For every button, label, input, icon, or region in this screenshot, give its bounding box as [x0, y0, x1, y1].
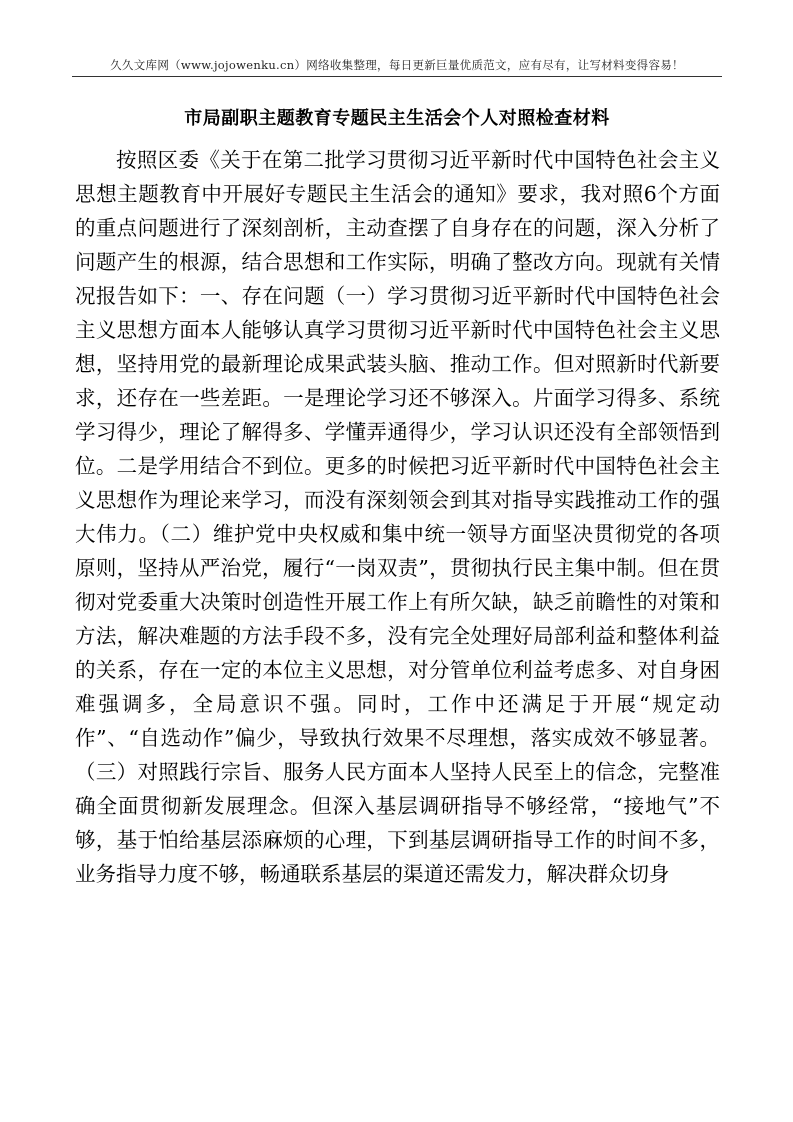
- page-header: 久久文库网（www.jojowenku.cn）网络收集整理，每日更新巨量优质范文，应有尽有，让写材料变得容易！: [110, 58, 684, 72]
- document-body-paragraph: 按照区委《关于在第二批学习贯彻习近平新时代中国特色社会主义思想主题教育中开展好专题民主生活会的通知》要求，我对照6个方面的重点问题进行了深刻剖析，主动查摆了自身存在的问题，深入分析了问题产生的根源，结合思想和工作实际，明确了整改方向。现就有关情况报告如下：一、存在问题（一）学习贯彻习近平新时代中国特色社会主义思想方面本人能够认真学习贯彻习近平新时代中国特色社会主义思想，坚持用党的最新理论成果武装头脑、推动工作。但对照新时代新要求，还存在一些差距。一是理论学习还不够深入。片面学习得多、系统学习得少，理论了解得多、学懂弄通得少，学习认识还没有全部领悟到位。二是学用结合不到位。更多的时候把习近平新时代中国特色社会主义思想作为理论来学习，而没有深刻领会到其对指导实践推动工作的强大伟力。（二）维护党中央权威和集中统一领导方面坚决贯彻党的各项原则，坚持从严治党，履行“一岗双责”，贯彻执行民主集中制。但在贯彻对党委重大决策时创造性开展工作上有所欠缺，缺乏前瞻性的对策和方法，解决难题的方法手段不多，没有完全处理好局部利益和整体利益的关系，存在一定的本位主义思想，对分管单位利益考虑多、对自身困难强调多，全局意识不强。同时，工作中还满足于开展“规定动作”、“自选动作”偏少，导致执行效果不尽理想，落实成效不够显著。（三）对照践行宗旨、服务人民方面本人坚持人民至上的信念，完整准确全面贯彻新发展理念。但深入基层调研指导不够经常，“接地气”不够，基于怕给基层添麻烦的心理，下到基层调研指导工作的时间不多，业务指导力度不够，畅通联系基层的渠道还需发力，解决群众切身: [75, 148, 720, 886]
- header-divider: [72, 76, 722, 77]
- document-title: 市局副职主题教育专题民主生活会个人对照检查材料: [184, 108, 610, 129]
